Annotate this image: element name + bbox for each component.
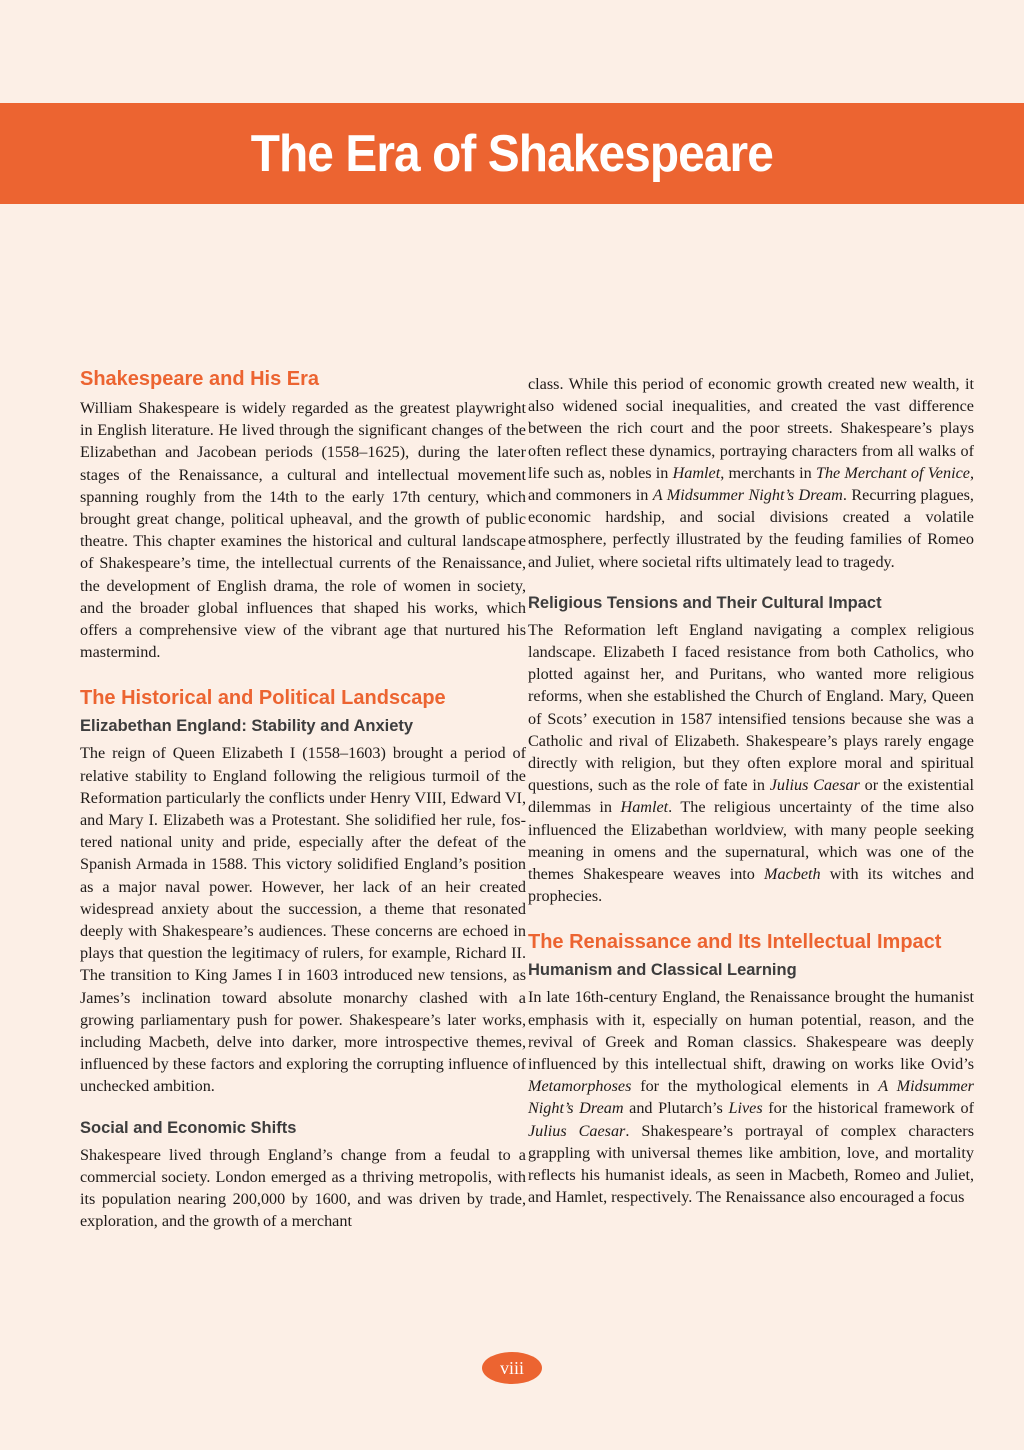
right-column — [528, 373, 974, 1209]
subheading-social-economic: Social and Economic Shifts — [80, 1118, 297, 1137]
subheading-elizabethan-england: Elizabethan England: Stability and Anxiety — [80, 717, 414, 736]
paragraph-religious: The Reformation left England navigating a complex religious landscape. Elizabeth I faced resistance from both Catholics, who plotted against her, and Puritans, who wanted more religious reforms, when she established the Church of England. Mary, Queen of Scots’ execution in 1587 intensified tensions because she was a Catholic and rival of Elizabeth. Shakespeare’s plays rarely engage directly with religion, but they often explore moral and spiritual questions, such as the role of fate in Julius Caesar or the existential dilemmas in Hamlet. The religious uncertainty of the time also influenced the Elizabethan worldview, with many people seeking meaning in omens and the supernatural, which was one of the themes Shakespeare weaves into Macbeth with its witches and prophecies. — [528, 620, 974, 906]
section-heading-renaissance: The Renaissance and Its Intellectual Impact — [528, 931, 942, 954]
page-title: The Era of Shakespeare — [250, 124, 774, 183]
paragraph-elizabethan: The reign of Queen Elizabeth I (1558–1603) brought a period of relative stability to England following the religious turmoil of the Reformation particularly the conflicts under Henry VIII, Edward VI, and Mary I. Elizabeth was a Protestant. She solidified her rule, fostered national unity and pride, especially after the defeat of the Spanish Armada in 1588. This victory solidified England’s position as a major naval power. However, her lack of an heir created widespread anxiety about the succession, a theme that resonated deeply with Shakespeare’s audiences. These concerns are echoed in plays that question the legitimacy of rulers, for example, Richard II. The transition to King James I in 1603 introduced new tensions, as James’s inclination toward absolute monarchy clashed with a growing parliamentary push for power. Shakespeare’s later works, including Macbeth, delve into darker, more introspective themes, influenced by these factors and exploring the corrupting influence of unchecked ambition. — [80, 744, 526, 1096]
section-heading-historical-political: The Historical and Political Landscape — [80, 687, 446, 710]
section-heading-shakespeare-era: Shakespeare and His Era — [80, 368, 320, 390]
page-number-badge: viii — [482, 1352, 542, 1384]
left-column — [80, 366, 526, 1233]
paragraph-social-economic: Shakespeare lived through England’s change from a feudal to a commercial society. London emerged as a thriving metropolis, with its population nearing 200,000 by 1600, and was driven by trade, exploration, and the growth of a merchant — [80, 1145, 526, 1231]
subheading-religious-tensions: Religious Tensions and Their Cultural Impact — [528, 593, 882, 612]
paragraph-humanism: In late 16th-century England, the Renaissance brought the humanist emphasis with it, especially on human potential, reason, and the revival of Greek and Roman classics. Shakespeare was deeply influenced by this intellectual shift, drawing on works like Ovid’s Metamorphoses for the mythological elements in A Midsummer Night’s Dream and Plutarch’s Lives for the historical framework of Julius Caesar. Shakespeare’s portrayal of complex characters grappling with universal themes like ambition, love, and mortality reflects his humanist ideals, as seen in Macbeth, Romeo and Juliet, and Hamlet, respectively. The Renaissance also encouraged a focus — [528, 988, 974, 1207]
subheading-humanism: Humanism and Classical Learning — [528, 961, 797, 980]
paragraph-intro: William Shakespeare is widely regarded as the greatest playwright in English literature. He lived through the significant changes of the Elizabethan and Jacobean periods (1558–1625), during the later stages of the Renaissance, a cultural and intellectual movement spanning roughly from the 14th to the early 17th century, which brought great change, political upheaval, and the growth of public theatre. This chapter examines the historical and cultural landscape of Shakespeare’s time, the intellectual currents of the Renaissance, the development of English drama, the role of women in society, and the broader global influences that shaped his works, which offers a comprehensive view of the vibrant age that nurtured his mastermind. — [80, 399, 526, 662]
paragraph-social-continued: class. While this period of economic growth created new wealth, it also widened social inequalities, and created the vast difference between the rich court and the poor streets. Shakespeare’s plays often reflect these dynamics, portraying characters from all walks of life such as, nobles in Hamlet, merchants in The Merchant of Venice, and commoners in A Midsummer Night’s Dream. Recurring plagues, economic hardship, and social divisions created a volatile atmosphere, perfectly illustrated by the feuding families of Romeo and Juliet, where societal rifts ultimately lead to tragedy. — [528, 375, 974, 571]
title-banner — [0, 103, 1024, 204]
